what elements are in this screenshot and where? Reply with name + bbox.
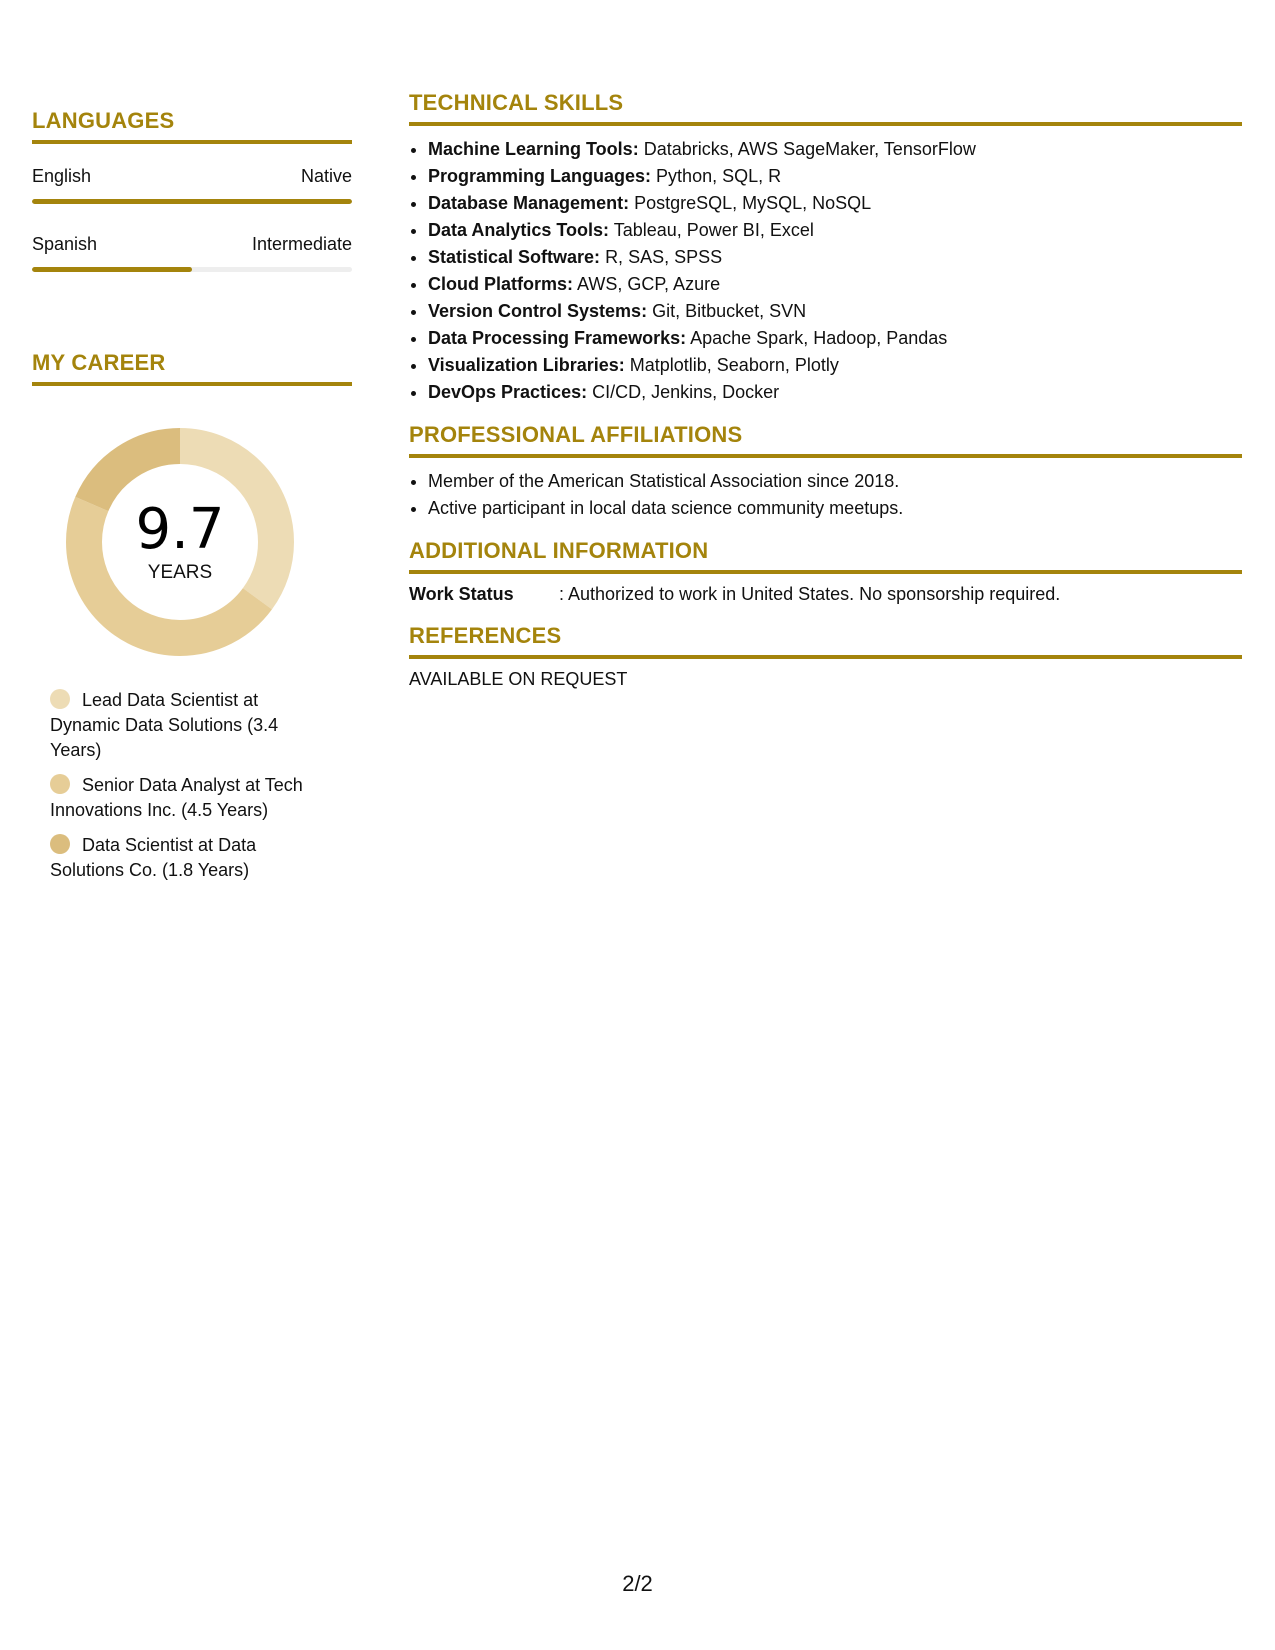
language-row-english — [32, 166, 352, 187]
skill-item — [428, 244, 1242, 271]
skill-value: AWS, GCP, Azure — [577, 274, 721, 294]
skill-item — [428, 163, 1242, 190]
skill-label: DevOps Practices: — [428, 382, 588, 402]
language-name: English — [32, 166, 92, 186]
legend-item — [50, 773, 320, 823]
skill-item — [428, 325, 1242, 352]
right-column — [409, 90, 1242, 690]
additional-info-heading: ADDITIONAL INFORMATION — [409, 538, 1242, 574]
skill-label: Database Management: — [428, 193, 630, 213]
affiliation-item: • Active participant in local data science community meetups. — [428, 495, 1242, 522]
legend-label: Senior Data Analyst at Tech Innovations Inc. (4.5 Years) — [50, 775, 303, 820]
skill-item — [428, 379, 1242, 406]
skill-label: Cloud Platforms: — [428, 274, 574, 294]
references-heading: REFERENCES — [409, 623, 1242, 659]
skill-item — [428, 271, 1242, 298]
legend-dot-icon — [50, 834, 70, 854]
career-heading: MY CAREER — [32, 350, 352, 386]
skill-value: Git, Bitbucket, SVN — [652, 301, 807, 321]
skill-value: R, SAS, SPSS — [605, 247, 723, 267]
skill-item — [428, 136, 1242, 163]
affiliations-heading: PROFESSIONAL AFFILIATIONS — [409, 422, 1242, 458]
language-bar-fill — [32, 199, 352, 204]
references-text: AVAILABLE ON REQUEST — [409, 669, 628, 689]
career-donut-chart — [66, 428, 294, 656]
technical-skills-heading: TECHNICAL SKILLS — [409, 90, 1242, 126]
language-bar — [32, 199, 352, 204]
work-status-value: : Authorized to work in United States. No sponsorship required. — [559, 584, 1061, 604]
skill-value: PostgreSQL, MySQL, NoSQL — [634, 193, 872, 213]
affiliation-item: • Member of the American Statistical Association since 2018. — [428, 468, 1242, 495]
skill-value: CI/CD, Jenkins, Docker — [592, 382, 780, 402]
language-row-spanish — [32, 234, 352, 255]
skill-label: Statistical Software: — [428, 247, 601, 267]
language-bar-fill — [32, 267, 192, 272]
language-level: Native — [300, 166, 352, 186]
career-section — [32, 350, 352, 883]
affiliations-list — [409, 468, 1242, 522]
work-status-label: Work Status — [409, 584, 514, 604]
skill-value: Databricks, AWS SageMaker, TensorFlow — [643, 139, 976, 159]
skill-item — [428, 190, 1242, 217]
language-bar — [32, 267, 352, 272]
left-column — [32, 108, 352, 893]
page-number: 2/2 — [622, 1571, 653, 1596]
language-name: Spanish — [32, 234, 98, 254]
work-status-row — [409, 584, 1242, 605]
skill-label: Machine Learning Tools: — [428, 139, 639, 159]
career-legend — [50, 688, 320, 883]
skill-value: Apache Spark, Hadoop, Pandas — [690, 328, 948, 348]
skill-label: Data Analytics Tools: — [428, 220, 610, 240]
skill-label: Visualization Libraries: — [428, 355, 625, 375]
legend-item — [50, 833, 320, 883]
career-total-years: 9.7 — [135, 497, 225, 562]
skill-item — [428, 298, 1242, 325]
donut-center — [66, 428, 294, 656]
skill-label: Programming Languages: — [428, 166, 652, 186]
legend-dot-icon — [50, 689, 70, 709]
legend-item — [50, 688, 320, 763]
legend-label: Data Scientist at Data Solutions Co. (1.8 Years) — [50, 835, 257, 880]
skill-item — [428, 217, 1242, 244]
skill-value: Matplotlib, Seaborn, Plotly — [629, 355, 839, 375]
skill-value: Tableau, Power BI, Excel — [613, 220, 814, 240]
skill-value: Python, SQL, R — [656, 166, 782, 186]
languages-heading: LANGUAGES — [32, 108, 352, 144]
skill-item — [428, 352, 1242, 379]
legend-label: Lead Data Scientist at Dynamic Data Solutions (3.4 Years) — [50, 690, 279, 760]
skill-label: Version Control Systems: — [428, 301, 648, 321]
skills-list — [409, 136, 1242, 406]
career-years-unit: YEARS — [147, 562, 213, 583]
legend-dot-icon — [50, 774, 70, 794]
language-level: Intermediate — [251, 234, 352, 254]
skill-label: Data Processing Frameworks: — [428, 328, 687, 348]
